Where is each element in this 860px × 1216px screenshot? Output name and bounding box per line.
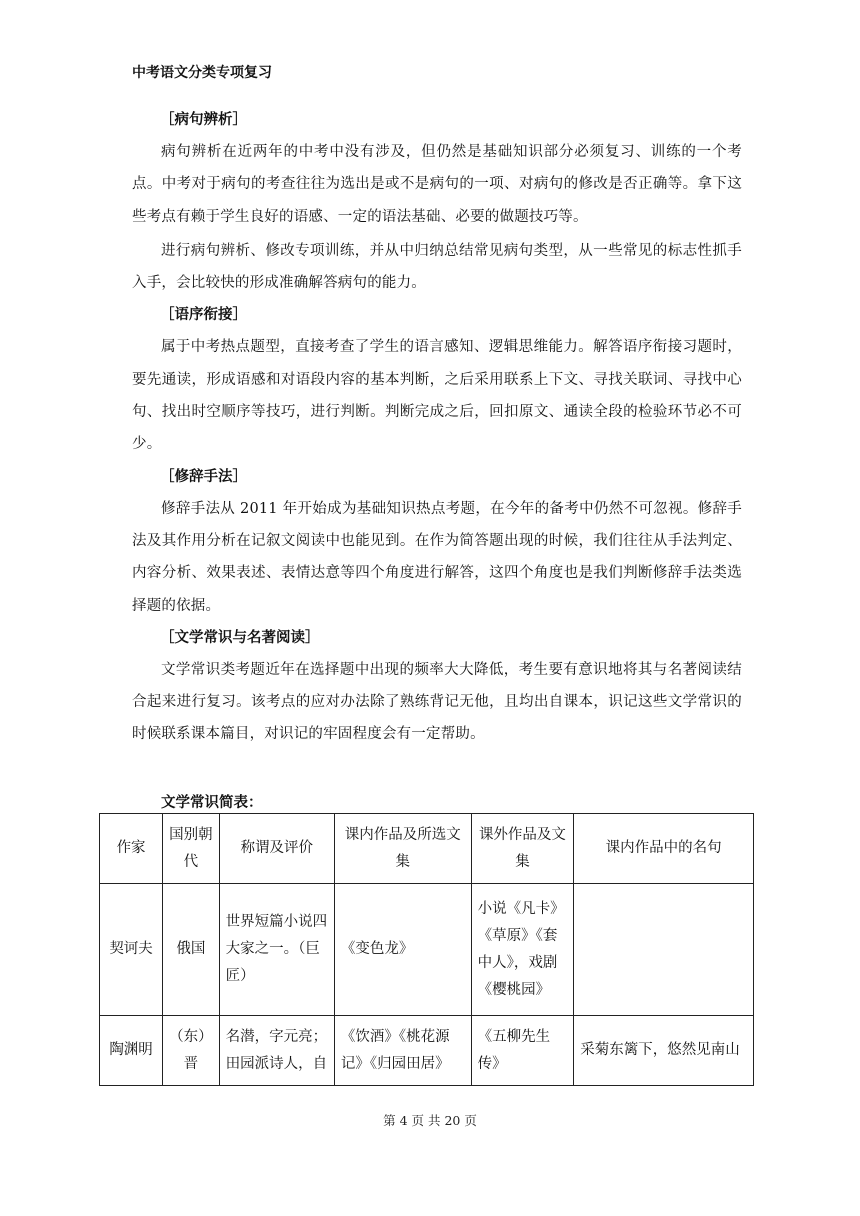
table-row: [100, 884, 754, 1016]
section-heading: ［语序衔接］: [160, 307, 247, 324]
table-cell: 名潜，字元亮；田园派诗人，自: [219, 1016, 334, 1086]
header-cell: 称谓及评价: [219, 814, 334, 884]
header-cell: 作家: [100, 814, 163, 884]
table-cell: 《变色龙》: [334, 884, 471, 1016]
header-cell: 课内作品及所选文集: [334, 814, 471, 884]
header-cell: 国别朝代: [163, 814, 220, 884]
literature-table: [99, 813, 754, 1086]
table-title: 文学常识简表：: [161, 795, 263, 811]
table-cell: 陶渊明: [100, 1016, 163, 1086]
page-footer: 第 4 页 共 20 页: [383, 1113, 477, 1128]
section-wenxue: [132, 622, 742, 751]
section-yuxu: [132, 299, 742, 460]
table-cell: 契诃夫: [100, 884, 163, 1016]
table-cell: 《五柳先生传》: [471, 1016, 574, 1086]
table-cell: 小说《凡卡》《草原》《套中人》，戏剧《樱桃园》: [471, 884, 574, 1016]
paragraph: 病句辨析在近两年的中考中没有涉及，但仍然是基础知识部分必须复习、训练的一个考点。中考对于病句的考查往往为选出是或不是病句的一项、对病句的修改是否正确等。拿下这些考点有赖于学生良好的语感、一定的语法基础、必要的做题技巧等。: [132, 144, 742, 225]
section-heading: ［修辞手法］: [160, 468, 247, 485]
paragraph: 进行病句辨析、修改专项训练，并从中归纳总结常见病句类型，从一些常见的标志性抓手入手，会比较快的形成准确解答病句的能力。: [132, 242, 742, 292]
table-cell: 采菊东篱下，悠然见南山: [574, 1016, 754, 1086]
document-body: [132, 104, 742, 751]
paragraph: 修辞手法从 2011 年开始成为基础知识热点考题，在今年的备考中仍然不可忽视。修辞手法及其作用分析在记叙文阅读中也能见到。在作为简答题出现的时候，我们往往从手法判定、内容分析、效果表述、表情达意等四个角度进行解答，这四个角度也是我们判断修辞手法类选择题的依据。: [132, 500, 742, 614]
section-bingju: [132, 104, 742, 299]
header-cell: 课外作品及文集: [471, 814, 574, 884]
table-cell: 世界短篇小说四大家之一。（巨匠）: [219, 884, 334, 1016]
table-cell: 《饮酒》《桃花源记》《归园田居》: [334, 1016, 471, 1086]
section-heading: ［病句辨析］: [160, 112, 247, 128]
table-header-row: [100, 814, 754, 884]
table-row: [100, 1016, 754, 1086]
header-cell: 课内作品中的名句: [574, 814, 754, 884]
paragraph: 文学常识类考题近年在选择题中出现的频率大大降低，考生要有意识地将其与名著阅读结合起来进行复习。该考点的应对办法除了熟练背记无他，且均出自课本，识记这些文学常识的时候联系课本篇目，对识记的牢固程度会有一定帮助。: [132, 661, 742, 743]
table-cell: 俄国: [163, 884, 220, 1016]
table-cell: （东）晋: [163, 1016, 220, 1086]
section-heading: ［文学常识与名著阅读］: [160, 629, 320, 646]
section-xiuci: [132, 461, 742, 622]
paragraph: 属于中考热点题型，直接考查了学生的语言感知、逻辑思维能力。解答语序衔接习题时，要先通读，形成语感和对语段内容的基本判断，之后采用联系上下文、寻找关联词、寻找中心句、找出时空顺序等技巧，进行判断。判断完成之后，回扣原文、通读全段的检验环节必不可少。: [132, 339, 742, 453]
table-cell: [574, 884, 754, 1016]
document-header: 中考语文分类专项复习: [132, 65, 272, 81]
